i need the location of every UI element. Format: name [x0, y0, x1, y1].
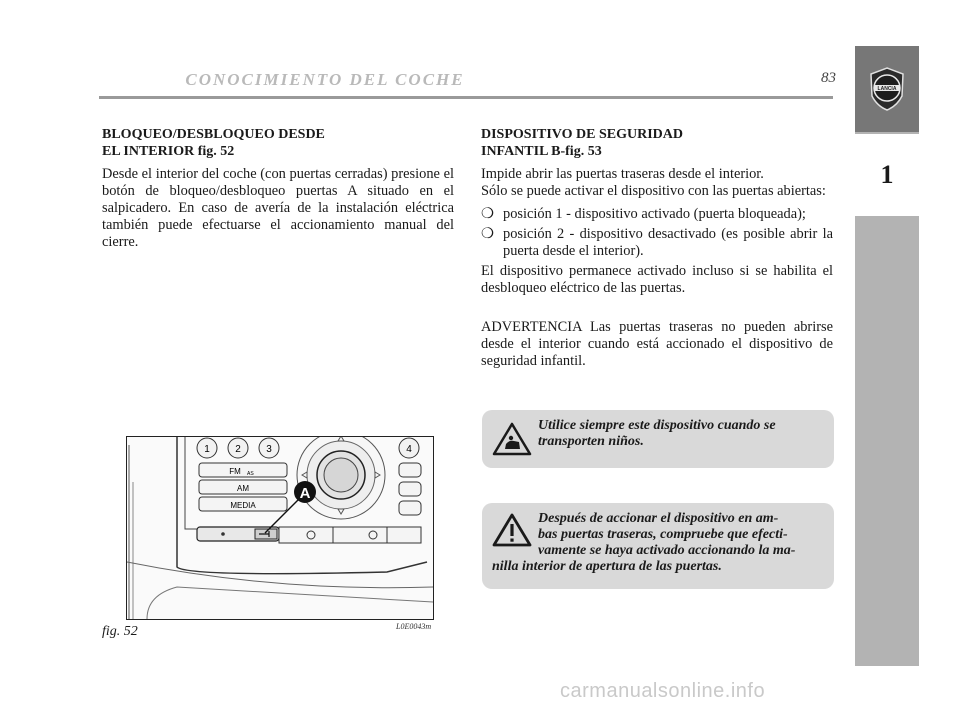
- advertencia: ADVERTENCIA Las puertas traseras no pueden abrirse desde el interior cuando está accionado el dispositivo de seguridad infantil.: [481, 319, 833, 369]
- callout-a-label: A: [299, 485, 311, 502]
- right-intro-line1: Impide abrir las puertas traseras desde el interior.: [481, 166, 764, 182]
- preset-button: [399, 438, 419, 458]
- preset-label: 3: [266, 444, 272, 455]
- child-warning-box: [482, 410, 834, 468]
- figure-52: [126, 436, 434, 620]
- general-warning-box: [482, 503, 834, 589]
- preset-label: 1: [204, 444, 210, 455]
- band-label-media: MEDIA: [230, 501, 256, 510]
- left-heading-line1: BLOQUEO/DESBLOQUEO DESDE: [102, 127, 325, 142]
- page-number: 83: [821, 70, 836, 86]
- preset-button: [228, 438, 248, 458]
- preset-label: 4: [406, 444, 412, 455]
- child-seat-warning-icon: [492, 422, 532, 456]
- general-warning-line4: nilla interior de apertura de las puertas.: [492, 559, 722, 574]
- bullet-item: [481, 226, 833, 260]
- right-heading-line1: DISPOSITIVO DE SEGURIDAD: [481, 127, 683, 142]
- band-label-fm: FM: [229, 467, 241, 476]
- left-column: [102, 126, 454, 257]
- rotary-knob: [297, 437, 385, 519]
- warning-triangle-icon: [492, 513, 532, 547]
- general-warning-line1: Después de accionar el dispositivo en am-: [538, 511, 779, 526]
- band-label-am: AM: [237, 484, 249, 493]
- preset-button: [259, 438, 279, 458]
- logo-text: LANCIA: [877, 86, 897, 92]
- left-body: Desde el interior del coche (con puertas cerradas) presione el botón de bloqueo/desbloqueo puertas A situado en el salpicadero. En caso de avería de la instalación eléctrica también puede efectuarse el accionamiento manual del cierre.: [102, 166, 454, 250]
- dashboard-illustration: [127, 437, 433, 619]
- bullet-text: posición 1 - dispositivo activado (puerta bloqueada);: [503, 206, 806, 222]
- right-para-after: El dispositivo permanece activado incluso si se habilita el desbloqueo eléctrico de las puertas.: [481, 263, 833, 296]
- lancia-logo-icon: [867, 66, 907, 112]
- logo-box: [855, 46, 919, 132]
- bullet-text: posición 2 - dispositivo desactivado (es posible abrir la puerta desde el interior).: [503, 226, 833, 259]
- figure-code: L0E0043m: [396, 622, 432, 631]
- right-intro-line2: Sólo se puede activar el dispositivo con las puertas abiertas:: [481, 183, 826, 199]
- bullet-mark: ❍: [481, 226, 494, 242]
- bullet-item: [481, 206, 833, 223]
- band-label-as: AS: [247, 471, 254, 477]
- preset-button: [197, 438, 217, 458]
- left-heading-line2: EL INTERIOR fig. 52: [102, 144, 235, 159]
- general-warning-line3: vamente se haya activado accionando la ma-: [538, 543, 796, 558]
- right-heading-line2: INFANTIL B-fig. 53: [481, 144, 602, 159]
- preset-label: 2: [235, 444, 241, 455]
- band-button-fm: [199, 463, 287, 477]
- running-head: CONOCIMIENTO DEL COCHE: [185, 70, 465, 89]
- watermark: carmanualsonline.info: [560, 680, 766, 702]
- right-column: [481, 126, 833, 376]
- general-warning-line2: bas puertas traseras, compruebe que efecti-: [538, 527, 788, 542]
- side-tab: [855, 46, 919, 666]
- header-rule: [99, 96, 833, 99]
- figure-caption: fig. 52: [102, 624, 138, 639]
- right-heading: [481, 126, 833, 160]
- section-number: 1: [855, 134, 919, 216]
- left-heading: [102, 126, 454, 160]
- child-warning-text: Utilice siempre este dispositivo cuando se transporten niños.: [538, 418, 776, 449]
- bullet-mark: ❍: [481, 206, 494, 222]
